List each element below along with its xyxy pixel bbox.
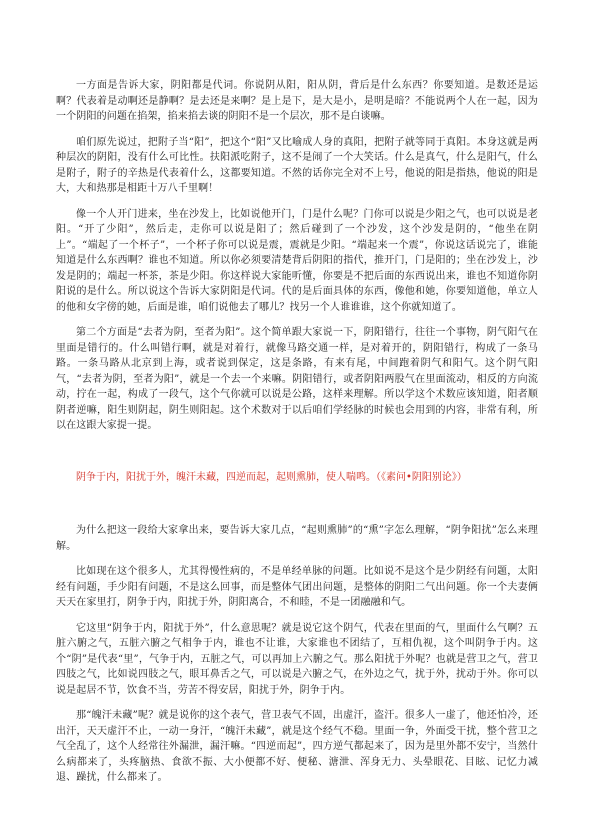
paragraph: 像一个人开门进来，坐在沙发上，比如说他开门，门是什么呢？门你可以说是少阳之气，也可以说是老阳。“开了少阳”，然后走，走你可以说是阳了；然后碰到了一个沙发，这个沙发是阴的，“他坐在阴上”。“端起了一个杯子”，一个杯子你可以说是震，震就是少阳。“端起来一个震”，你说这话说完了，谁能知道是什么东西啊？谁也不知道。所以你必须要清楚背后阴阳的指代，推开门，门是阳的；坐在沙发上，沙发是阴的；端起一杯茶，茶是少阳。你这样说大家能听懂，你要是不把后面的东西说出来，谁也不知道你阴阳说的是什么。所以说这个告诉大家阴阳是代词。代的是后面具体的东西，像他和她，你要知道他，单立人的他和女字傍的她，后面是谁，咱们说他去了哪儿？找另一个人谁谁谁，这个你就知道了。 bbox=[56, 208, 538, 313]
classic-quote: 阴争于内，阳扰于外，魄汗未藏，四逆而起，起则熏肺，使人喘鸣。（《素问•阴阳别论》） bbox=[76, 471, 467, 483]
paragraph: 它这里“阴争于内，阳扰于外”，什么意思呢？就是说它这个阴气，代表在里面的气，里面什么气啊？五脏六腑之气，五脏六腑之气相争于内，谁也不让谁，大家谁也不团结了，互相仇视，这个叫阴争于内。这个“阴”是代表“里”，气争于内，五脏之气，可以再加上六腑之气。那么阳扰于外呢？也就是营卫之气，营卫四肢之气，比如说四肢之气，眼耳鼻舌之气，可以说是六腑之气，在外边之气，扰于外，扰动于外。你可以说是起居不节，饮食不当，劳苦不得安居，阳扰于外，阴争于内。 bbox=[56, 622, 538, 696]
paragraph: 咱们原先说过，把附子当“阳”，把这个“阳”又比喻成人身的真阳，把附子就等同于真阳。本身这就是两种层次的阴阳，没有什么可比性。扶阳派吃附子，这不是闹了一个大笑话。什么是真气，什么是阳气，什么是附子，附子的辛热是代表着什么，这都要知道。不然的话你完全对不上号，他说的阳是指热，他说的阳是大，大和热那是相距十万八千里啊！ bbox=[56, 136, 538, 194]
paragraph: 一方面是告诉大家，阴阳都是代词。你说阴从阳，阳从阴，背后是什么东西？你要知道。是数还是运啊？代表着是动啊还是静啊？是去还是来啊？是上是下，是大是小，是明是暗？不能说两个人在一起，因为一个阴阳的问题在掐架，掐来掐去谈的阴阳不是一个层次，那不是白谈嘛。 bbox=[56, 80, 538, 122]
document-page bbox=[56, 78, 538, 796]
paragraph: 那“魄汗未藏”呢？就是说你的这个表气，营卫表气不固，出虚汗，盗汗。很多人一虚了，他还怕冷，还出汗，天天虚汗不止，一动一身汗，“魄汗未藏”，就是这个经气不稳。里面一争，外面受干扰，整个营卫之气全乱了，这个人经常往外漏泄，漏汗嘛。“四逆而起”，四方逆气都起来了，因为是里外都不安宁，当然什么病都来了，头疼脑热、食欲不振、大小便都不好、便秘、溏泄、浑身无力、头晕眼花、目眩、记忆力减退、躁扰，什么都来了。 bbox=[56, 710, 538, 783]
paragraph: 为什么把这一段给大家拿出来，要告诉大家几点，“起则熏肺”的“熏”字怎么理解，“阴争阳扰”怎么来理解。 bbox=[56, 525, 538, 552]
paragraph: 比如现在这个很多人，尤其得慢性病的，不是单经单脉的问题。比如说不是这个是少阴经有问题，太阳经有问题，手少阳有问题，不是这么回事，而是整体气团出问题，是整体的阴阳二气出问题。你一个夫妻俩天天在家里打，阴争于内，阳扰于外，阴阳离合，不和睦，不是一团融融和气。 bbox=[56, 566, 538, 608]
paragraph: 第二个方面是“去者为阴，至者为阳”。这个简单跟大家说一下，阴阳错行，往往一个事物，阴气阳气在里面是错行的。什么叫错行啊，就是对着行，就像马路交通一样，是对着开的，阴阳错行，构成了一条马路。一条马路从北京到上海，或者说到保定，这是条路，有来有尾，中间跑着阴气和阳气。这个阴气阳气，“去者为阴，至者为阳”，就是一个去一个来嘛。阴阳错行，或者阴阳两股气在里面流动，相反的方向流动，拧在一起，构成了一段气，这个气你就可以说是公路，这样来理解。所以学这个术数应该知道，阳者顺阴者逆嘛，阳生则阴起，阴生则阳起。这个术数对于以后咱们学经脉的时候也会用到的内容，非常有利，所以在这跟大家提一提。 bbox=[56, 327, 538, 431]
